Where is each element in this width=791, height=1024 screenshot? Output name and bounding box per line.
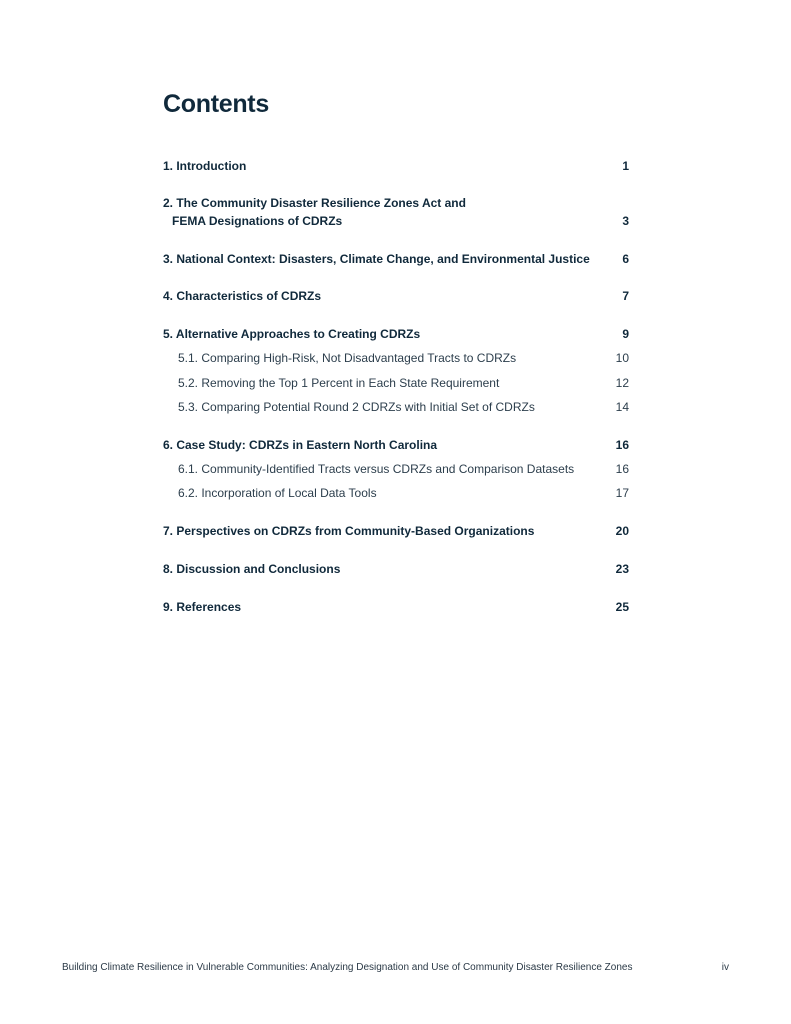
toc-entry-page: 6 [622,252,629,266]
toc-entry-page: 16 [615,438,629,452]
toc-entry-cdrz-act[interactable] [163,195,629,229]
toc-entry-label: 9. References [163,600,242,614]
toc-entry-label-line2: FEMA Designations of CDRZs [172,214,343,228]
toc-entry-page: 16 [615,462,629,476]
toc-entry-page: 25 [615,600,629,614]
toc-entry-page: 17 [615,486,629,500]
toc-entry-page: 10 [615,351,629,365]
toc-entry-page: 12 [615,376,629,390]
toc-entry-label: 4. Characteristics of CDRZs [163,289,322,303]
toc-entry-page: 7 [622,289,629,303]
toc-entry-page: 14 [615,400,629,414]
toc-entry-label-line1: 2. The Community Disaster Resilience Zones Act and [163,196,466,210]
toc-entry-label: 1. Introduction [163,159,247,173]
footer-page-number: iv [721,962,729,973]
footer-title: Building Climate Resilience in Vulnerable Communities: Analyzing Designation and Use of Community Disaster Resilience Zones [62,962,633,973]
page-title: Contents [163,90,269,118]
toc-entry-label: 3. National Context: Disasters, Climate Change, and Environmental Justice [163,252,590,266]
toc-entry-label: 7. Perspectives on CDRZs from Community-Based Organizations [163,524,535,538]
toc-entry-page: 9 [622,327,629,341]
toc-entry-label: 5.2. Removing the Top 1 Percent in Each State Requirement [178,376,500,390]
toc-entry-page: 1 [622,159,629,173]
toc-entry-label: 6. Case Study: CDRZs in Eastern North Carolina [163,438,438,452]
toc-entry-page: 23 [615,562,629,576]
toc-entry-label: 5. Alternative Approaches to Creating CDRZs [163,327,421,341]
toc-entry-label: 5.1. Comparing High-Risk, Not Disadvantaged Tracts to CDRZs [178,351,517,365]
toc-entry-label: 5.3. Comparing Potential Round 2 CDRZs with Initial Set of CDRZs [178,400,535,414]
toc-entry-page: 20 [615,524,629,538]
toc-entry-label: 6.2. Incorporation of Local Data Tools [178,486,377,500]
toc-entry-label: 8. Discussion and Conclusions [163,562,341,576]
toc-entry-label: 6.1. Community-Identified Tracts versus CDRZs and Comparison Datasets [178,462,575,476]
toc-entry-page: 3 [622,214,629,228]
